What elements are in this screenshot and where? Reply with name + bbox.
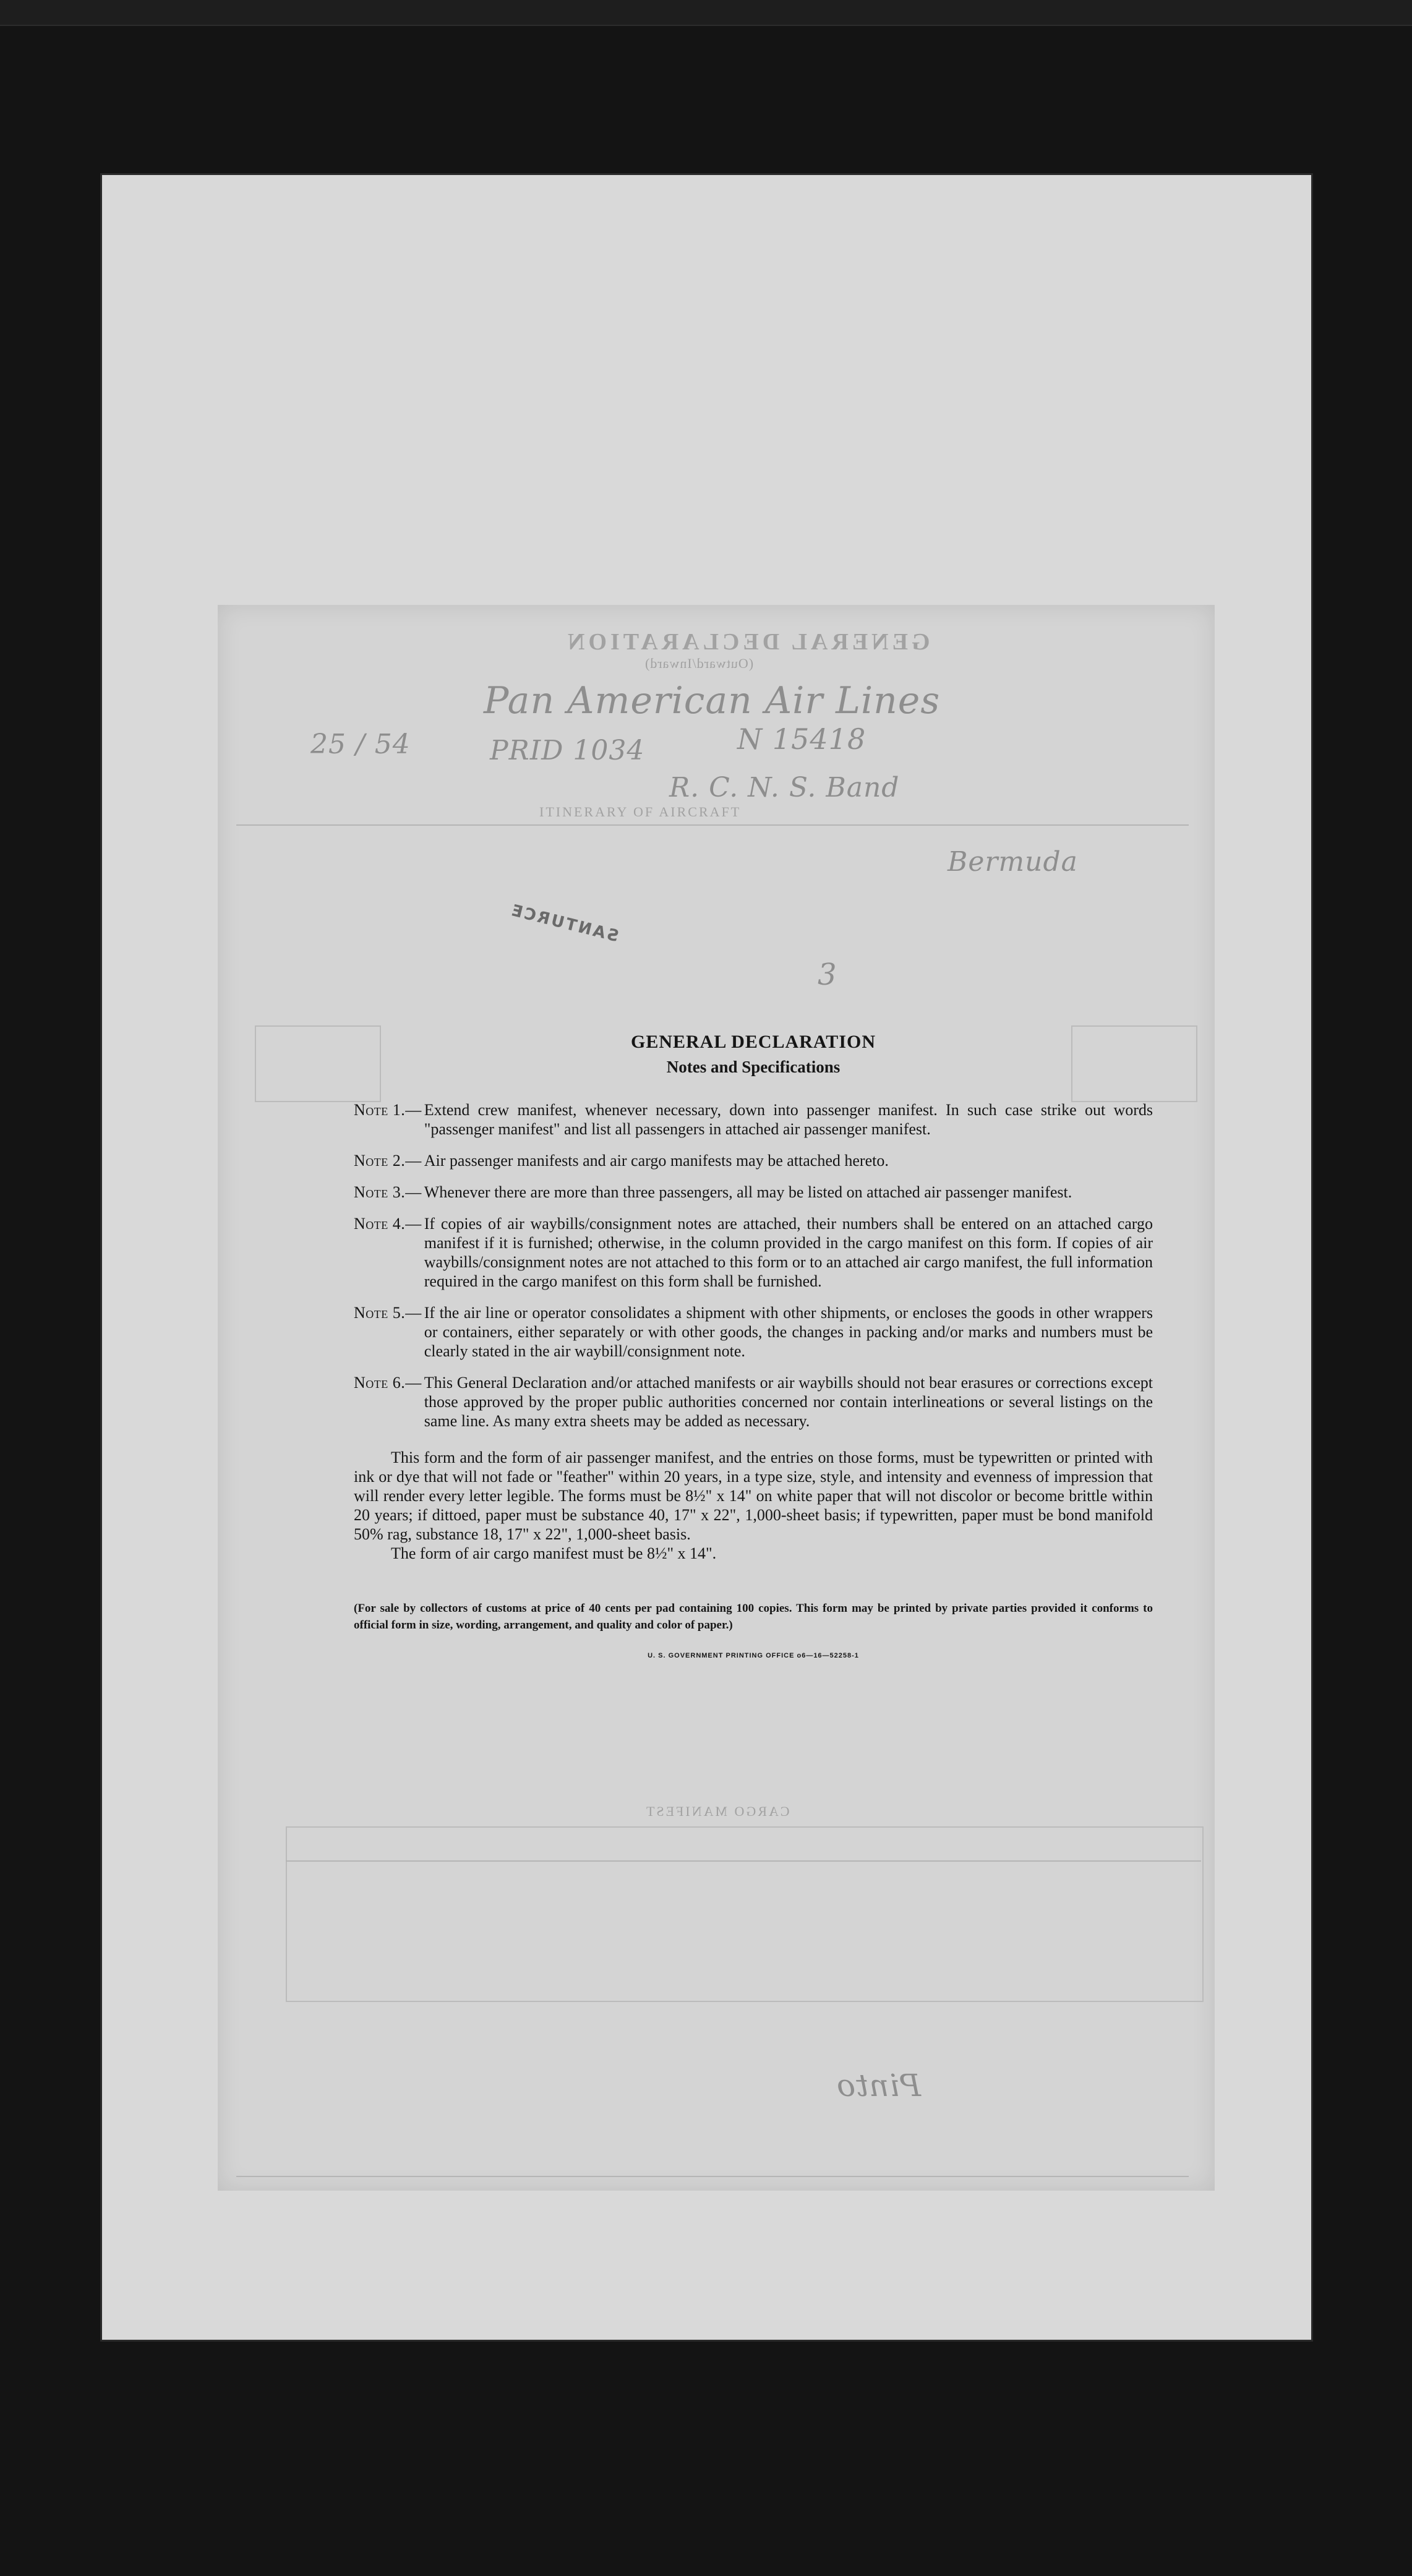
notes-and-specifications bbox=[354, 1032, 1153, 1659]
note-text: Extend crew manifest, whenever necessary, down into passenger manifest. In such case strike out words "passenger manifest" and list all passengers in attached air passenger manifest. bbox=[424, 1101, 1153, 1138]
note-text: Air passenger manifests and air cargo manifests may be attached hereto. bbox=[424, 1152, 889, 1170]
cargo-manifest-heading: CARGO MANIFEST bbox=[644, 1804, 790, 1819]
note-label: Note 6.— bbox=[354, 1374, 422, 1392]
document-subtitle: Notes and Specifications bbox=[666, 1058, 841, 1076]
note-1 bbox=[354, 1100, 1153, 1139]
microfilm-border bbox=[0, 0, 1412, 26]
note-label: Note 1.— bbox=[354, 1101, 422, 1119]
sale-notice: (For sale by collectors of customs at price of 40 cents per pad containing 100 copies. This form may be printed by private parties provided it conforms to official form in size, wording, arrangement, and quality and color of paper.) bbox=[354, 1602, 1153, 1632]
note-2 bbox=[354, 1151, 1153, 1170]
mirrored-subheader: (Outward/Inward) bbox=[644, 656, 754, 671]
specification-paragraph: This form and the form of air passenger manifest, and the entries on those forms, must be typewritten or printed with ink or dye that will not fade or "feather" within 20 years, in a type size, style, and intensity and evenness of impression that will render every letter legible. The forms must be 8½" x 14" on white paper that will not discolor or become brittle within 20 years; if dittoed, paper must be substance 40, 17" x 22", 1,000-sheet basis; if typewritten, paper must be bond manifold 50% rag, substance 18, 17" x 22", 1,000-sheet basis. bbox=[354, 1448, 1153, 1543]
cargo-table-ghost bbox=[286, 1826, 1204, 2002]
rule-line bbox=[236, 2176, 1189, 2177]
note-6 bbox=[354, 1373, 1153, 1431]
document-title: GENERAL DECLARATION bbox=[630, 1032, 876, 1052]
note-label: Note 4.— bbox=[354, 1215, 422, 1233]
note-label: Note 5.— bbox=[354, 1304, 422, 1322]
handwriting-aircraft: N 15418 bbox=[737, 722, 866, 756]
handwriting-flight: PRID 1034 bbox=[490, 735, 645, 766]
rubber-stamp: SANTURCE bbox=[508, 901, 621, 946]
printer-imprint: U. S. GOVERNMENT PRINTING OFFICE o6—16—52258-1 bbox=[648, 1652, 859, 1659]
itinerary-heading: ITINERARY OF AIRCRAFT bbox=[539, 804, 742, 819]
declaration-form bbox=[218, 605, 1215, 2191]
note-text: Whenever there are more than three passengers, all may be listed on attached air passenger manifest. bbox=[424, 1183, 1072, 1201]
note-5 bbox=[354, 1303, 1153, 1361]
note-text: If copies of air waybills/consignment notes are attached, their numbers shall be entered on an attached cargo manifest if it is furnished; otherwise, in the column provided in the cargo manifest on this form. If copies of air waybills/consignment notes are not attached to this form or to an attached air cargo manifest, the full information required in the cargo manifest on this form shall be furnished. bbox=[424, 1215, 1153, 1290]
note-text: If the air line or operator consolidates a shipment with other shipments, or encloses the goods in other wrappers or containers, either separately or with other goods, the changes in packing and/or marks and numbers must be clearly stated in the air waybill/consignment note. bbox=[424, 1304, 1153, 1360]
note-4 bbox=[354, 1214, 1153, 1291]
rule-line bbox=[286, 1860, 1201, 1862]
handwriting-passenger-count: 3 bbox=[818, 957, 837, 992]
note-text: This General Declaration and/or attached manifests or air waybills should not bear erasures or corrections except those approved by the proper public authorities concerned nor contain interlineations or several listings on the same line. As many extra sheets may be added as necessary. bbox=[424, 1374, 1153, 1430]
handwriting-date: 25 / 54 bbox=[310, 729, 411, 760]
mirrored-header: GENERAL DECLARATION bbox=[564, 629, 930, 655]
note-label: Note 3.— bbox=[354, 1183, 422, 1201]
note-3 bbox=[354, 1183, 1153, 1202]
handwriting-destination: Bermuda bbox=[948, 846, 1078, 878]
note-label: Note 2.— bbox=[354, 1152, 422, 1170]
rule-line bbox=[236, 824, 1189, 826]
handwriting-clearance: R. C. N. S. Band bbox=[669, 772, 900, 803]
handwriting-operator: Pan American Air Lines bbox=[484, 679, 941, 722]
handwriting-signature: Pinto bbox=[836, 2068, 922, 2103]
cargo-manifest-size-line: The form of air cargo manifest must be 8½" x 14". bbox=[391, 1544, 717, 1562]
